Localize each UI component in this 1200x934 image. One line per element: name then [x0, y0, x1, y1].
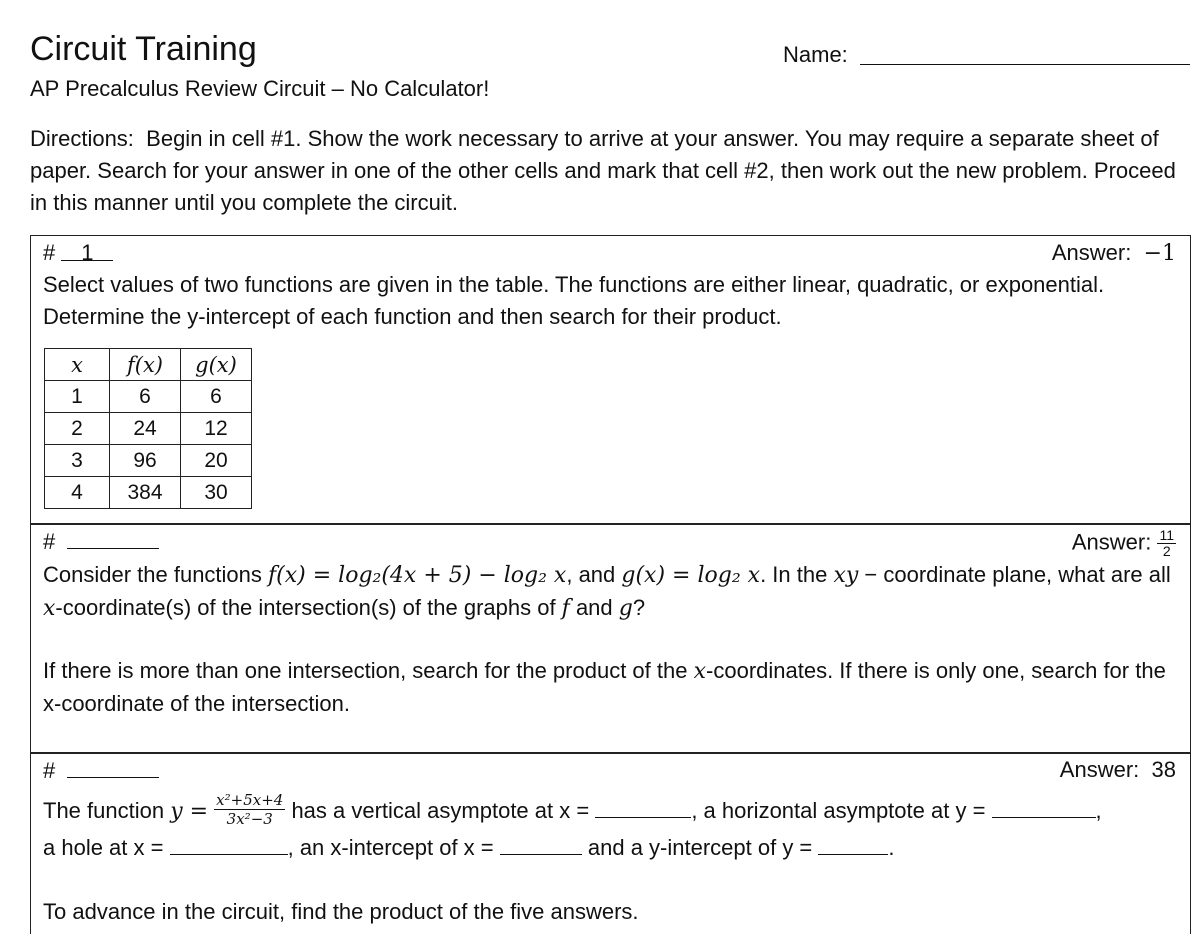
fraction-denominator: 3x²−3	[226, 810, 273, 828]
text-segment: . In the	[760, 562, 834, 587]
text-segment: ?	[632, 595, 646, 620]
table-cell: 4	[45, 477, 110, 509]
text-segment: The function	[43, 798, 171, 823]
answer-fraction	[1157, 528, 1176, 559]
text-segment: has a vertical asymptote at x =	[285, 798, 596, 823]
subtitle	[30, 76, 489, 102]
name-blank-line[interactable]	[860, 64, 1190, 65]
text-segment: − coordinate plane, what are all	[858, 562, 1171, 587]
page-title: Circuit Training	[30, 30, 257, 68]
table-row	[45, 413, 252, 445]
math-var: xy	[833, 563, 859, 588]
table-row	[45, 381, 252, 413]
text-segment: and a y-intercept of y =	[581, 835, 819, 860]
y-intercept-blank[interactable]	[818, 834, 888, 855]
math-var: x	[43, 596, 56, 621]
cell-number-value: 1	[81, 240, 94, 265]
fraction-numerator: x²+5x+4	[216, 791, 284, 809]
answer-label: Answer:	[1071, 529, 1152, 555]
name-label: Name:	[783, 42, 848, 67]
table-cell: 12	[181, 413, 252, 445]
text-segment: Consider the functions	[43, 562, 269, 587]
cell-number	[43, 757, 159, 784]
math-var: x	[693, 659, 707, 684]
table-cell: 2	[45, 413, 110, 445]
cell-number-blank[interactable]	[67, 528, 159, 549]
circuit-cell-2	[30, 523, 1191, 754]
table-header-row	[45, 349, 252, 381]
hash-mark: #	[43, 529, 56, 554]
text-segment: , an x-intercept of x =	[287, 835, 500, 860]
table-cell: 384	[110, 477, 181, 509]
cell-number	[43, 528, 159, 555]
answer	[1072, 528, 1176, 559]
hole-blank[interactable]	[170, 834, 288, 855]
hash-mark: #	[43, 240, 56, 265]
table-cell: 3	[45, 445, 110, 477]
circuit-cell-1	[30, 235, 1191, 525]
cell-problem-text	[43, 559, 1178, 625]
x-intercept-blank[interactable]	[500, 834, 582, 855]
cell-problem-text: The function y = $\frac{\text{x²+5x+4}}{\text{3x²−3}}$ has a vertical asymptote at x = , a horizontal asymptote at y = , a hole at x = , an x-intercept of x = and a y-intercept of y = .	[43, 791, 1102, 860]
hash-mark: #	[43, 758, 56, 783]
text-segment: , and	[566, 562, 622, 587]
table-row	[45, 445, 252, 477]
math-var: g	[618, 596, 633, 621]
text-segment: , a horizontal asymptote at y =	[691, 798, 992, 823]
math-var: f	[561, 596, 570, 621]
table-header: g(x)	[181, 349, 252, 381]
text-segment: -coordinate(s) of the intersection(s) of the graphs of	[55, 595, 562, 620]
directions	[30, 123, 1190, 219]
table-cell: 6	[181, 381, 252, 413]
cell-instruction-text: To advance in the circuit, find the product of the five answers.	[43, 899, 639, 924]
table-cell: 96	[110, 445, 181, 477]
cell-problem-text: Select values of two functions are given in the table. The functions are either linear, quadratic, or exponential. Determine the y-intercept of each function and then search for their product.	[43, 272, 1105, 329]
directions-text: Begin in cell #1. Show the work necessary to arrive at your answer. You may require a separate sheet of paper. Search for your answer in one of the other cells and mark that cell #2, then work out the new problem. Proceed in this manner until you complete the circuit.	[30, 126, 1176, 215]
cell-number-blank[interactable]	[67, 757, 159, 778]
answer	[1060, 757, 1176, 783]
fraction-numerator: 11	[1159, 527, 1174, 543]
table-row	[45, 477, 252, 509]
answer-label: Answer:	[1059, 757, 1140, 782]
fraction-denominator: 2	[1162, 543, 1171, 559]
text-segment: If there is more than one intersection, search for the product of the	[43, 658, 694, 683]
vertical-asymptote-blank[interactable]	[595, 797, 691, 818]
function-f-definition: f(x) = log₂(4x + 5) − log₂ x	[268, 563, 567, 588]
table-cell: 1	[45, 381, 110, 413]
cell-number	[43, 240, 113, 266]
answer	[1052, 240, 1176, 266]
table-header: f(x)	[110, 349, 181, 381]
function-table	[44, 348, 252, 509]
text-segment: -coordinates. If there is only one, search for the x-coordinate of the intersection.	[43, 658, 1166, 716]
text-segment: .	[888, 835, 895, 860]
table-cell: 6	[110, 381, 181, 413]
answer-value: 38	[1151, 757, 1176, 782]
subtitle-prefix: AP Precalculus Review Circuit –	[30, 76, 344, 101]
cell-instruction-text	[43, 655, 1178, 720]
horizontal-asymptote-blank[interactable]	[992, 797, 1096, 818]
table-cell: 20	[181, 445, 252, 477]
answer-label: Answer:	[1051, 240, 1132, 265]
circuit-cell-3	[30, 752, 1191, 934]
text-segment: a hole at x =	[43, 835, 170, 860]
text-segment: and	[569, 595, 619, 620]
cell-number-blank[interactable]	[61, 240, 113, 265]
table-cell: 30	[181, 477, 252, 509]
subtitle-emphasis: No Calculator!	[349, 76, 490, 101]
answer-value: −1	[1143, 241, 1176, 266]
rational-function-fraction	[214, 791, 285, 828]
function-g-definition: g(x) = log₂ x	[621, 563, 761, 588]
math-y-equals: y =	[170, 799, 209, 824]
table-cell: 24	[110, 413, 181, 445]
table-header: x	[45, 349, 110, 381]
directions-label: Directions:	[30, 126, 134, 151]
